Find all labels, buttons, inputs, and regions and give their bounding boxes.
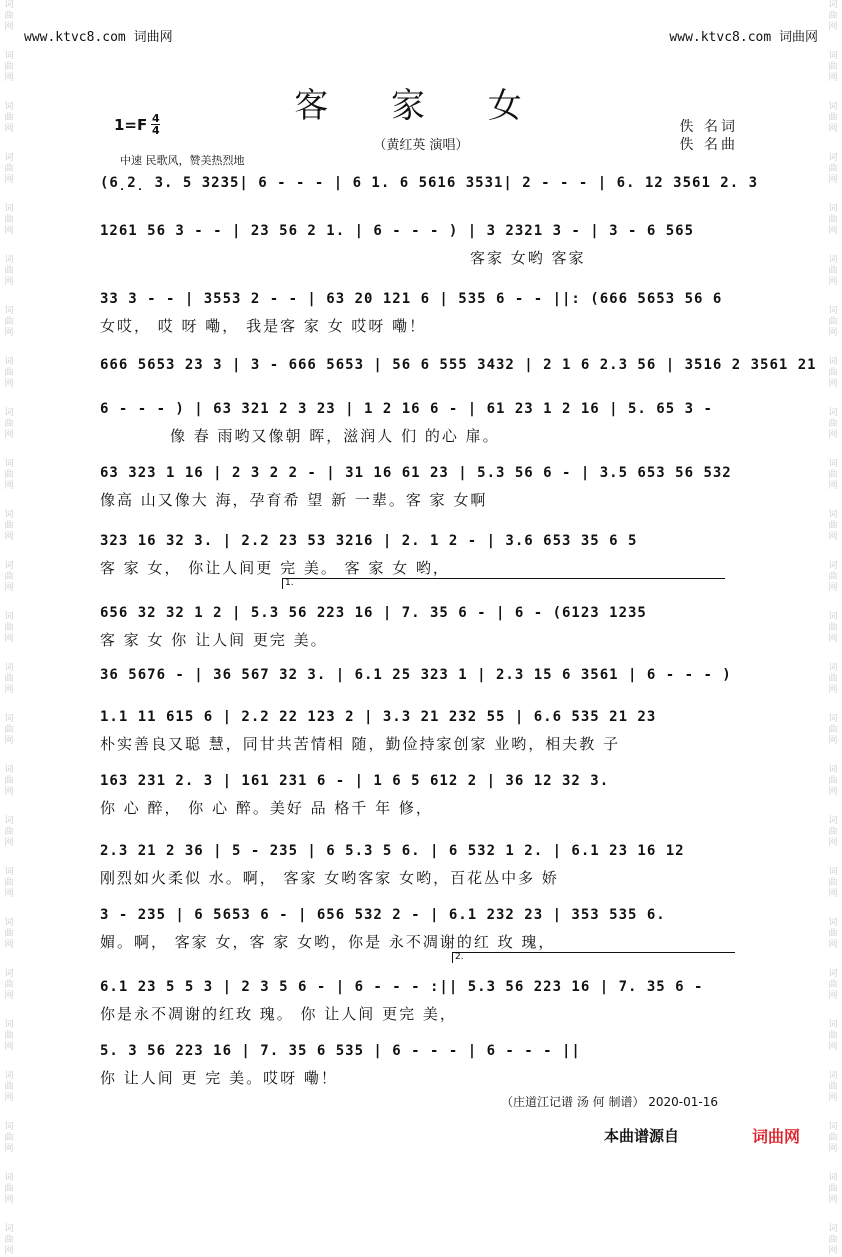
notation-line: 63 323 1 16 | 2 3 2 2 - | 31 16 61 23 | 5.3 56 6 - | 3.5 653 56 532 [100,465,732,481]
watermark-text: 词曲网 [4,1020,14,1052]
watermark-text: 词曲网 [4,510,14,542]
watermark-text: 词曲网 [4,204,14,236]
watermark-text: 词曲网 [4,357,14,389]
lyric-line: 客 家 女， 你让人间更 完 美。 客 家 女 哟， [100,559,450,577]
watermark-text: 词曲网 [828,1173,838,1205]
score-system [100,530,740,580]
song-title: 客 家 女 [294,86,548,126]
notation-line: 2.3 21 2 36 | 5 - 235 | 6 5.3 5 6. | 6 532 1 2. | 6.1 23 16 12 [100,843,685,859]
score-system [100,398,740,448]
notation-line: 1261 56 3 - - | 23 56 2 1. | 6 - - - ) | 3 2321 3 - | 3 - 6 565 [100,223,695,239]
watermark-text: 词曲网 [828,255,838,287]
watermark-text: 词曲网 [828,663,838,695]
watermark-text: 词曲网 [4,1071,14,1103]
lyric-line: 你 让人间 更 完 美。哎呀 嘞！ [100,1069,338,1087]
notation-line: 5. 3 56 223 16 | 7. 35 6 535 | 6 - - - | 6 - - - || [100,1043,581,1059]
lyric-line: 朴实善良又聪 慧，同甘共苦情相 随，勤俭持家创家 业哟，相夫教 子 [100,735,621,753]
notation-line: 6.1 23 5 5 3 | 2 3 5 6 - | 6 - - - :|| 5.3 56 223 16 | 7. 35 6 - [100,979,704,995]
watermark-text: 词曲网 [828,1122,838,1154]
volta-first-ending: 1. [282,578,725,589]
score-system [100,462,740,512]
watermark-text: 词曲网 [828,714,838,746]
notation-line: 163 231 2. 3 | 161 231 6 - | 1 6 5 612 2 | 36 12 32 3. [100,773,610,789]
score-system [100,220,740,270]
watermark-text: 词曲网 [828,357,838,389]
watermark-text: 词曲网 [828,306,838,338]
watermark-text: 词曲网 [828,1020,838,1052]
watermark-text: 词曲网 [828,0,838,32]
watermark-text: 词曲网 [828,765,838,797]
watermark-text: 词曲网 [4,561,14,593]
lyric-line [100,198,740,222]
watermark-text: 词曲网 [828,816,838,848]
score-system [100,904,740,954]
notation-line: 3 - 235 | 6 5653 6 - | 656 532 2 - | 6.1 232 23 | 353 535 6. [100,907,666,923]
watermark-text: 词曲网 [4,918,14,950]
transcriber-note: （庄道江记谱 汤 何 制谱） 2020-01-16 [501,1095,718,1109]
notation-line: (6̣2̣ 3. 5 3235| 6 - - - | 6 1. 6 5616 3531| 2 - - - | 6. 12 3561 2. 3 [100,175,759,191]
key-signature [114,113,160,136]
score-system [100,706,740,756]
lyric-line: 你是永不凋谢的红玫 瑰。 你 让人间 更完 美， [100,1005,457,1023]
left-watermark-strip [2,0,16,1256]
source-site-link[interactable]: 词曲网 [752,1127,801,1146]
lyric-line: 你 心 醉， 你 心 醉。美好 品 格千 年 修， [100,799,433,817]
notation-line: 36 5676 - | 36 567 32 3. | 6.1 25 323 1 | 2.3 15 6 3561 | 6 - - - ) [100,667,732,683]
lyric-line: 像 春 雨哟又像朝 晖，滋润人 们 的心 扉。 [170,427,500,445]
time-bottom: 4 [151,124,160,137]
time-top: 4 [151,112,160,125]
notation-line: 33 3 - - | 3553 2 - - | 63 20 121 6 | 535 6 - - ||: (666 5653 56 6 [100,291,723,307]
notation-line: 656 32 32 1 2 | 5.3 56 223 16 | 7. 35 6 - | 6 - (6123 1235 [100,605,647,621]
watermark-text: 词曲网 [4,765,14,797]
notation-line: 1.1 11 615 6 | 2.2 22 123 2 | 3.3 21 232 55 | 6.6 535 21 23 [100,709,657,725]
tempo-marking: 中速 民歌风，赞美热烈地 [120,154,245,167]
watermark-text: 词曲网 [4,102,14,134]
watermark-text: 词曲网 [4,0,14,32]
site-url-left: www.ktvc8.com 词曲网 [24,30,173,45]
watermark-text: 词曲网 [4,663,14,695]
watermark-text: 词曲网 [4,459,14,491]
watermark-text: 词曲网 [4,1224,14,1256]
volta-second-ending: 2. [452,952,735,963]
lyric-line: 客 家 女 你 让人间 更完 美。 [100,631,328,649]
watermark-text: 词曲网 [828,459,838,491]
score-system [100,976,740,1026]
lyric-line: 媚。啊， 客家 女，客 家 女哟，你是 永不凋谢的红 玫 瑰， [100,933,556,951]
watermark-text: 词曲网 [828,561,838,593]
score-system [100,602,740,652]
watermark-text: 词曲网 [828,204,838,236]
watermark-text: 词曲网 [828,510,838,542]
singer-credit: （黄红英 演唱） [373,138,469,153]
score-system [100,172,759,222]
source-label: 本曲谱源自 [604,1127,680,1145]
watermark-text: 词曲网 [4,255,14,287]
notation-line: 323 16 32 3. | 2.2 23 53 3216 | 2. 1 2 - | 3.6 653 35 6 5 [100,533,638,549]
lyric-line: 客家 女哟 客家 [470,249,586,267]
watermark-text: 词曲网 [828,1224,838,1256]
watermark-text: 词曲网 [828,153,838,185]
watermark-text: 词曲网 [4,969,14,1001]
score-system [100,288,740,338]
watermark-text: 词曲网 [828,102,838,134]
watermark-text: 词曲网 [4,153,14,185]
lyric-line: 刚烈如火柔似 水。啊， 客家 女哟客家 女哟，百花丛中多 娇 [100,869,559,887]
time-signature [151,113,160,136]
watermark-text: 词曲网 [828,1071,838,1103]
watermark-text: 词曲网 [4,867,14,899]
lyric-line: 女哎， 哎 呀 嘞， 我是客 家 女 哎呀 嘞！ [100,317,427,335]
key-label: 1=F [114,115,148,134]
watermark-text: 词曲网 [4,816,14,848]
score-system [100,840,740,890]
watermark-text: 词曲网 [828,408,838,440]
watermark-text: 词曲网 [4,714,14,746]
site-url-right: www.ktvc8.com 词曲网 [669,30,818,45]
score-system [100,770,740,820]
watermark-text: 词曲网 [828,969,838,1001]
watermark-text: 词曲网 [828,918,838,950]
score-system [100,1040,740,1090]
watermark-text: 词曲网 [4,408,14,440]
watermark-text: 词曲网 [828,612,838,644]
score-system [100,354,817,404]
right-watermark-strip [826,0,840,1256]
watermark-text: 词曲网 [828,51,838,83]
watermark-text: 词曲网 [4,1173,14,1205]
watermark-text: 词曲网 [4,1122,14,1154]
lyricist-credit: 佚 名词 [679,119,738,135]
notation-line: 666 5653 23 3 | 3 - 666 5653 | 56 6 555 3432 | 2 1 6 2.3 56 | 3516 2 3561 21 [100,357,817,373]
notation-line: 6 - - - ) | 63 321 2 3 23 | 1 2 16 6 - | 61 23 1 2 16 | 5. 65 3 - [100,401,713,417]
composer-credit: 佚 名曲 [679,137,738,153]
watermark-text: 词曲网 [4,51,14,83]
watermark-text: 词曲网 [4,612,14,644]
watermark-text: 词曲网 [4,306,14,338]
lyric-line: 像高 山又像大 海，孕育希 望 新 一辈。客 家 女啊 [100,491,488,509]
watermark-text: 词曲网 [828,867,838,899]
